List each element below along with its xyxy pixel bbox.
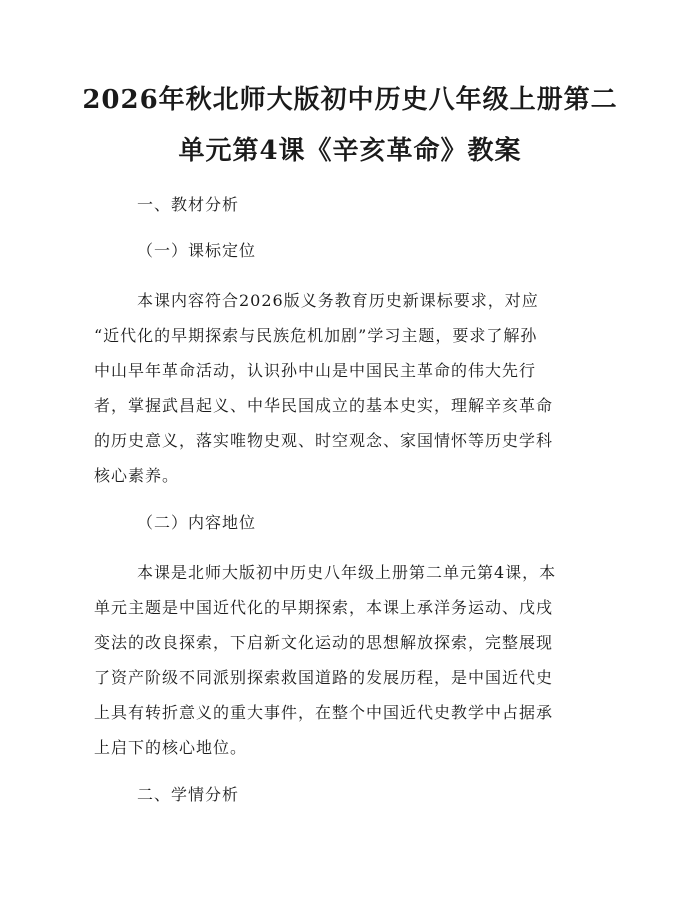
- paragraph-curriculum-positioning: [94, 283, 614, 493]
- subsection-heading-content-status: （二）内容地位: [137, 513, 257, 532]
- paragraph-line: 上启下的核心地位。: [94, 738, 248, 757]
- paragraph-line: 单元主题是中国近代化的早期探索，本课上承洋务运动、戊戌: [94, 598, 554, 617]
- paragraph-line: 本课内容符合2026版义务教育历史新课标要求，对应: [137, 291, 539, 310]
- paragraph-line: 的历史意义，落实唯物史观、时空观念、家国情怀等历史学科: [94, 431, 554, 450]
- paragraph-line: 核心素养。: [94, 466, 180, 485]
- document-title-line-1: 2026年秋北师大版初中历史八年级上册第二: [82, 85, 618, 115]
- document-title-line-2: 单元第4课《辛亥革命》教案: [178, 136, 522, 166]
- paragraph-line: 变法的改良探索，下启新文化运动的思想解放探索，完整展现: [94, 633, 554, 652]
- subsection-heading-curriculum-positioning: （一）课标定位: [137, 241, 257, 260]
- paragraph-line: 了资产阶级不同派别探索救国道路的发展历程，是中国近代史: [94, 668, 554, 687]
- paragraph-line: 中山早年革命活动，认识孙中山是中国民主革命的伟大先行: [94, 361, 537, 380]
- section-heading-textbook-analysis: 一、教材分析: [137, 195, 240, 214]
- paragraph-line: “近代化的早期探索与民族危机加剧”学习主题，要求了解孙: [94, 326, 538, 345]
- paragraph-content-status: [94, 555, 614, 765]
- paragraph-line: 上具有转折意义的重大事件，在整个中国近代史教学中占据承: [94, 703, 554, 722]
- paragraph-line: 本课是北师大版初中历史八年级上册第二单元第4课，本: [137, 563, 557, 582]
- section-heading-learner-analysis: 二、学情分析: [137, 785, 240, 804]
- paragraph-line: 者，掌握武昌起义、中华民国成立的基本史实，理解辛亥革命: [94, 396, 554, 415]
